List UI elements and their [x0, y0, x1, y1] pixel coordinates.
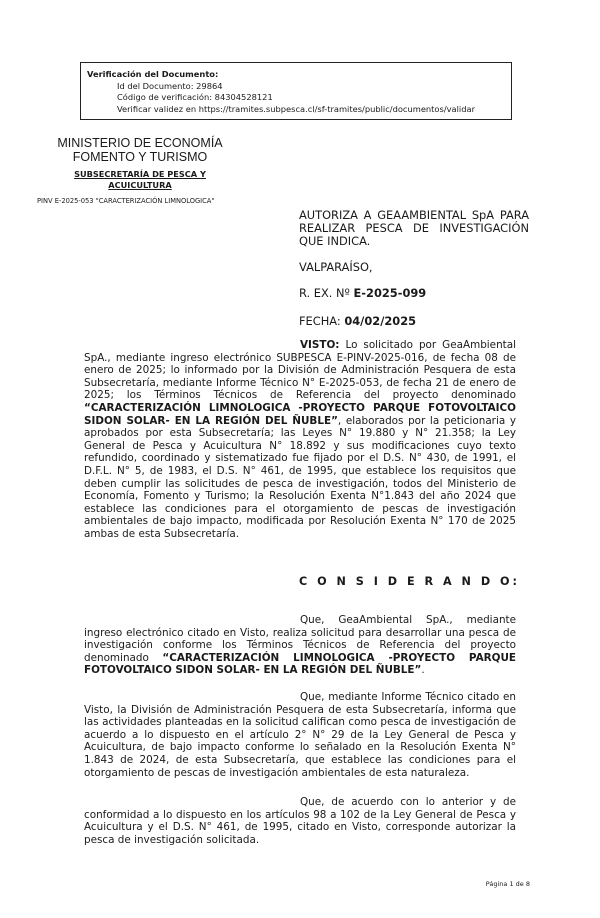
place: VALPARAÍSO, [299, 260, 373, 274]
ministry-line-1: MINISTERIO DE ECONOMÍA [57, 136, 223, 150]
subsecretaria-line-2: ACUICULTURA [108, 179, 172, 190]
visto-label: VISTO: [300, 339, 340, 351]
resolution-summary: AUTORIZA A GEAAMBIENTAL SpA PARA REALIZAR PESCA DE INVESTIGACIÓN QUE INDICA. [299, 208, 529, 248]
visto-paragraph [84, 339, 516, 541]
verification-list [87, 81, 507, 116]
verification-title: Verificación del Documento: [87, 69, 219, 79]
considerando-heading: C O N S I D E R A N D O: [299, 575, 520, 588]
rex-label: R. EX. Nº [299, 286, 350, 300]
rex-value: E-2025-099 [353, 286, 427, 300]
considerando-paragraph-3 [84, 796, 516, 846]
verification-box [80, 62, 512, 120]
considerando-1-text-b: . [421, 664, 425, 677]
ministry-line-2: FOMENTO Y TURISMO [72, 150, 208, 164]
considerando-3-text: Que, de acuerdo con lo anterior y de conformidad a lo dispuesto en los artículos 98 a 102 de la Ley General de Pesca y Acuicultura y el D.S. N° 461, de 1995, citado en Visto, corresponde autorizar la pesca de investigación solicitada. [84, 796, 516, 846]
visto-project: “CARACTERIZACIÓN LIMNOLOGICA -PROYECTO PARQUE FOTOVOLTAICO SIDON SOLAR- EN LA REGIÓN DEL ÑUBLE” [84, 401, 516, 427]
visto-text-a: Lo solicitado por GeaAmbiental SpA., mediante ingreso electrónico SUBPESCA E-PINV-2025-016, de fecha 08 de enero de 2025; lo informado por la División de Administración Pesquera de esta Subsecretaría, mediante Informe Técnico N° E-2025-053, de fecha 21 de enero de 2025; los Términos Técnicos de Referencia del proyecto denominado [84, 339, 516, 402]
considerando-1-text-a: Que, GeaAmbiental SpA., mediante ingreso electrónico citado en Visto, realiza solicitud para desarrollar una pesca de investigación conforme los Términos Técnicos de Referencia del proyecto denominado [84, 614, 516, 664]
resolution-number [299, 287, 529, 300]
resolution-date [299, 315, 529, 328]
fecha-label: FECHA: [299, 314, 341, 328]
subsecretaria-line-1: SUBSECRETARÍA DE PESCA Y [74, 169, 206, 179]
fecha-value: 04/02/2025 [344, 314, 417, 328]
considerando-1-project: “CARACTERIZACIÓN LIMNOLOGICA -PROYECTO PARQUE FOTOVOLTAICO SIDON SOLAR- EN LA REGIÓN DEL ÑUBLE” [84, 651, 516, 677]
verification-code: • Código de verificación: 84304528121 [117, 92, 507, 104]
verification-url[interactable]: • Verificar validez en https://tramites.subpesca.cl/sf-tramites/public/documentos/validar [117, 104, 507, 116]
page-number: Página 1 de 8 [485, 880, 530, 888]
verification-id: • Id del Documento: 29864 [117, 81, 507, 93]
visto-text-b: , elaborados por la peticionaria y aprobados por esta Subsecretaría; las Leyes N° 19.880 y N° 21.358; la Ley General de Pesca y Acuicultura N° 18.892 y sus modificaciones cuyo texto refundido, coordinado y sistematizado fue fijado por el D.S. N° 430, de 1991, el D.F.L. N° 5, de 1983, el D.S. N° 461, de 1995, que establece los requisitos que deben cumplir las solicitudes de pesca de investigación, todos del Ministerio de Economía, Fomento y Turismo; la Resolución Exenta N°1.843 del año 2024 que establece las condiciones para el otorgamiento de pescas de investigación ambientales de bajo impacto, modificada por Resolución Exenta N° 170 de 2025 ambas de esta Subsecretaría. [84, 414, 516, 540]
considerando-2-text: Que, mediante Informe Técnico citado en Visto, la División de Administración Pesquera de esta Subsecretaría, informa que las actividades planteadas en la solicitud califican como pesca de investigación de acuerdo a lo dispuesto en el artículo 2° N° 29 de la Ley General de Pesca y Acuicultura, de bajo impacto conforme lo señalado en la Resolución Exenta N° 1.843 de 2024, de esta Subsecretaría, que establece las condiciones para el otorgamiento de pescas de investigación ambientales de esta naturaleza. [84, 691, 516, 779]
project-reference: PINV E-2025-053 "CARACTERIZACIÓN LIMNOLOGICA" [37, 197, 215, 205]
subsecretaria-header [40, 169, 240, 190]
considerando-paragraph-1 [84, 614, 516, 677]
ministry-header [40, 136, 240, 164]
considerando-paragraph-2 [84, 691, 516, 779]
